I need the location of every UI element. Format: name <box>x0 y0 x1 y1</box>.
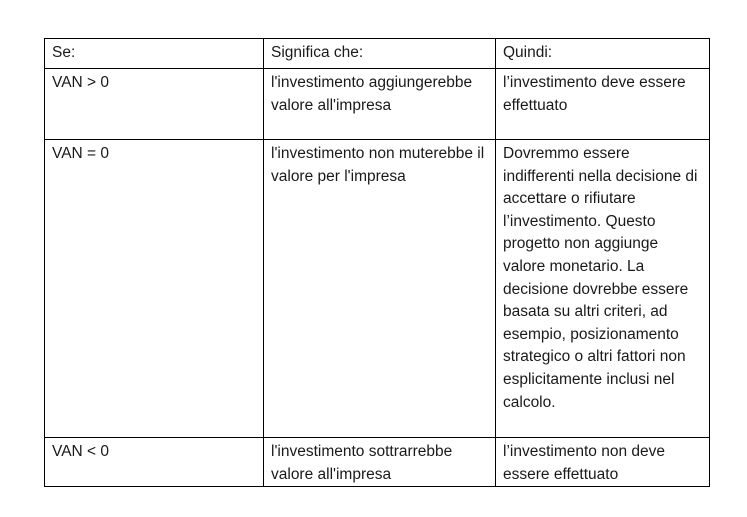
van-decision-table <box>44 38 710 487</box>
header-meaning-label: Significa che: <box>271 44 364 61</box>
table-row <box>45 140 710 438</box>
meaning-text: l'investimento non muterebbe il valore per l'impresa <box>271 145 485 185</box>
table-cell-condition <box>45 140 264 438</box>
header-cell-condition <box>45 39 264 69</box>
meaning-text: l'investimento aggiungerebbe valore all'impresa <box>271 74 473 114</box>
table-row <box>45 438 710 487</box>
header-cell-meaning <box>264 39 496 69</box>
header-cell-action <box>496 39 710 69</box>
table-cell-action <box>496 140 710 438</box>
table-cell-action <box>496 69 710 140</box>
table-cell-condition <box>45 69 264 140</box>
action-text: Dovremmo essere indifferenti nella decisione di accettare o rifiutare l’investimento. Questo progetto non aggiunge valore monetario. La decisione dovrebbe essere basata su altri criteri, ad esempio, posizionamento strategico o altri fattori non esplicitamente inclusi nel calcolo. <box>503 145 698 411</box>
table-cell-meaning <box>264 140 496 438</box>
table-cell-meaning <box>264 69 496 140</box>
meaning-text: l'investimento sottrarrebbe valore all'impresa <box>271 443 453 483</box>
table-header-row <box>45 39 710 69</box>
table-cell-meaning <box>264 438 496 487</box>
table-row <box>45 69 710 140</box>
table-cell-condition <box>45 438 264 487</box>
header-action-label: Quindi: <box>503 44 553 61</box>
action-text: l’investimento non deve essere effettuato <box>503 443 665 483</box>
table-cell-action <box>496 438 710 487</box>
action-text: l’investimento deve essere effettuato <box>503 74 686 114</box>
header-condition-label: Se: <box>52 44 76 61</box>
condition-text: VAN > 0 <box>52 74 110 91</box>
condition-text: VAN < 0 <box>52 443 110 460</box>
condition-text: VAN = 0 <box>52 145 110 162</box>
